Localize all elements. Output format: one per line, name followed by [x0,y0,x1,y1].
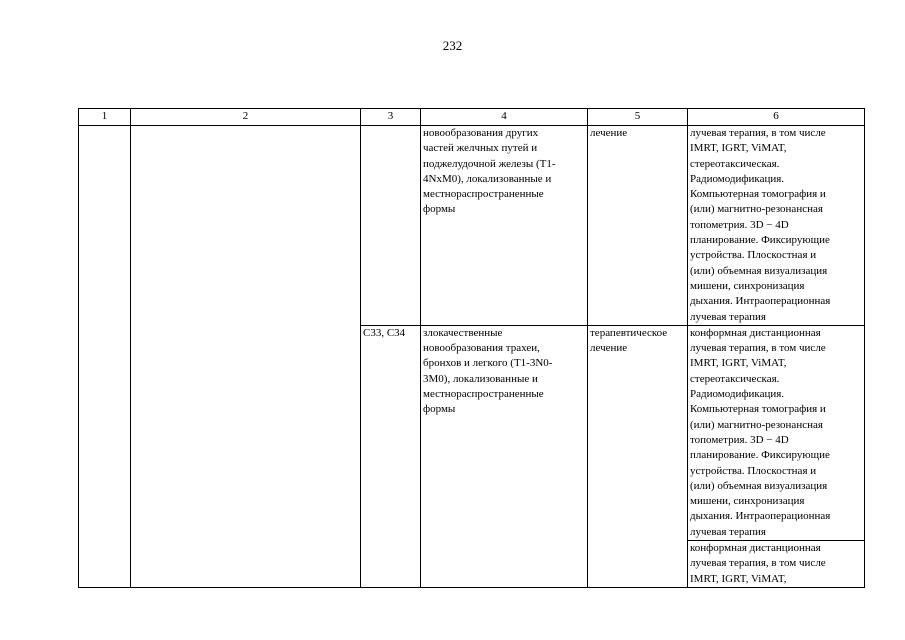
page-number: 232 [442,38,463,53]
table-cell-diagnosis: злокачественные новообразования трахеи, бронхов и легкого (T1-3N0- 3M0), локализованные и местнораспространенные формы [421,325,588,587]
column-header: 4 [421,109,588,126]
table-cell-treatment-type: терапевтическое лечение [588,325,688,587]
table-cell-diagnosis: новообразования других частей желчных путей и поджелудочной железы (T1- 4NxM0), локализованные и местнораспространенные формы [421,126,588,326]
table-header-row [79,109,865,126]
table-cell-code [361,126,421,326]
table-cell-treatment-type: лечение [588,126,688,326]
column-header: 1 [79,109,131,126]
column-header: 5 [588,109,688,126]
procedures-table [78,108,865,588]
table-cell-empty [79,126,131,588]
table-cell-treatment-method: лучевая терапия, в том числе IMRT, IGRT, ViMAT, стереотаксическая. Радиомодификация. Компьютерная томография и (или) магнитно-резонансная топометрия. 3D − 4D планирование. Фиксирующие устройства. Плоскостная и (или) объемная визуализация мишени, синхронизация дыхания. Интраоперационная лучевая терапия [688,126,865,326]
column-header: 3 [361,109,421,126]
column-header: 2 [131,109,361,126]
table-cell-treatment-method: конформная дистанционная лучевая терапия, в том числе IMRT, IGRT, ViMAT, стереотаксическая. Радиомодификация. Компьютерная томография и (или) магнитно-резонансная топометрия. 3D − 4D планирование. Фиксирующие устройства. Плоскостная и (или) объемная визуализация мишени, синхронизация дыхания. Интраоперационная лучевая терапия [688,325,865,540]
table-cell-empty [131,126,361,588]
table-cell-treatment-method: конформная дистанционная лучевая терапия, в том числе IMRT, IGRT, ViMAT, [688,541,865,588]
column-header: 6 [688,109,865,126]
table-cell-code: C33, C34 [361,325,421,587]
table-row [79,126,865,326]
